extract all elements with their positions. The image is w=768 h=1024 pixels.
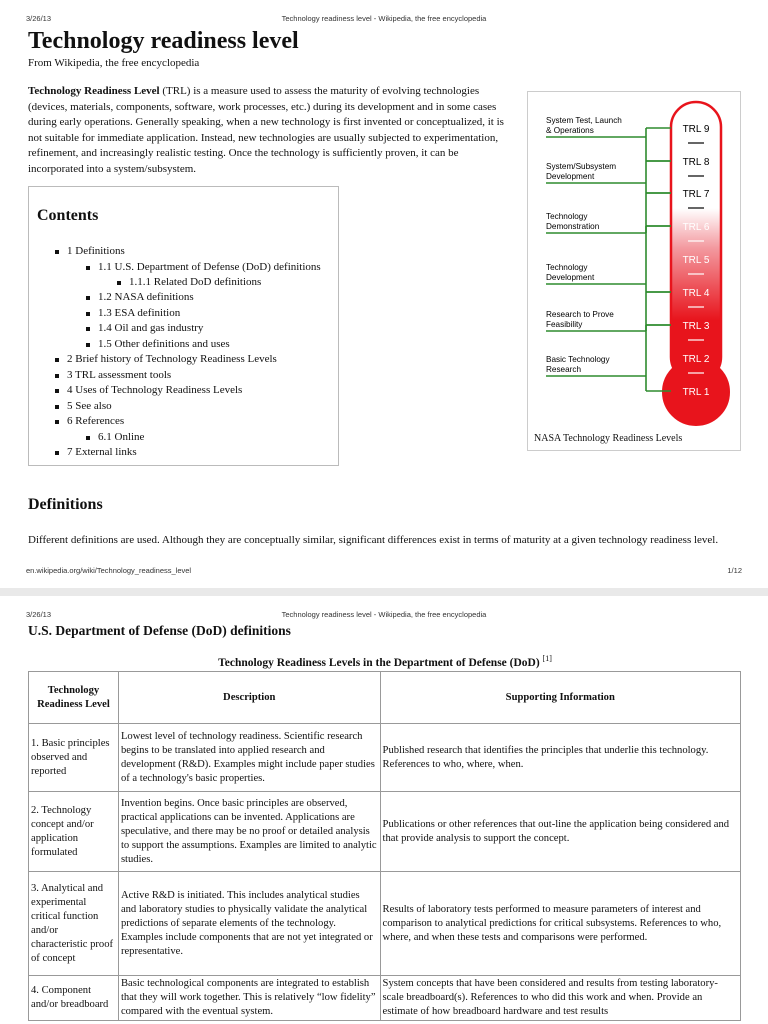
print-title: Technology readiness level - Wikipedia, the free encyclopedia (281, 610, 487, 619)
table-row (29, 724, 741, 792)
print-date: 3/26/13 (26, 14, 52, 23)
level-cell: 1. Basic principles observed and reported (29, 724, 119, 792)
toc-heading: Contents (37, 207, 99, 224)
citation-link[interactable]: [1] (542, 654, 552, 663)
toc-item[interactable]: 1.2 NASA definitions (98, 291, 194, 303)
trl-group-label: Demonstration (546, 222, 600, 231)
source-line: From Wikipedia, the free encyclopedia (28, 57, 200, 69)
table-caption: Technology Readiness Levels in the Department of Defense (DoD) [1] (218, 654, 552, 669)
trl-group-label: System/Subsystem (546, 162, 617, 171)
table-row (29, 976, 741, 1021)
toc-item[interactable]: 3 TRL assessment tools (67, 369, 172, 381)
trl-group-label: Development (546, 273, 595, 282)
column-header: Technology Readiness Level (29, 672, 119, 724)
print-date: 3/26/13 (26, 610, 52, 619)
trl-level-label: TRL 4 (682, 288, 710, 299)
trl-level-label: TRL 7 (682, 189, 710, 200)
trl-level-label: TRL 5 (682, 255, 710, 266)
trl-level-label: TRL 2 (682, 354, 710, 365)
description-cell: Active R&D is initiated. This includes analytical studies and laboratory studies to physically validate the analytical predictions of separate elements of the technology. Examples include components that are not yet integrated or representative. (118, 872, 380, 976)
page-number: 1/12 (727, 566, 742, 575)
trl-group-label: Feasibility (546, 320, 583, 329)
trl-level-label: TRL 9 (682, 124, 710, 135)
definitions-heading: Definitions (28, 496, 103, 513)
toc-item[interactable]: 6 References (67, 415, 125, 427)
page-header (26, 14, 742, 26)
toc-item[interactable]: 4 Uses of Technology Readiness Levels (67, 384, 243, 396)
trl-thermometer-figure (527, 91, 741, 451)
table-row (29, 872, 741, 976)
level-cell: 2. Technology concept and/or application formulated (29, 792, 119, 872)
toc-item[interactable]: 2 Brief history of Technology Readiness Levels (67, 353, 277, 365)
print-url: en.wikipedia.org/wiki/Technology_readiness_level (26, 566, 192, 575)
trl-group-label: Development (546, 172, 595, 181)
toc-item[interactable]: 1.5 Other definitions and uses (98, 338, 230, 350)
supporting-info-cell: System concepts that have been considered and results from testing laboratory-scale breadboard(s). References to who did this work and when. Provide an estimate of how breadboard hardware and test results (380, 976, 740, 1021)
trl-thermometer-diagram (528, 92, 742, 432)
trl-level-label: TRL 6 (682, 222, 710, 233)
level-cell: 4. Component and/or breadboard (29, 976, 119, 1021)
toc-item[interactable]: 1 Definitions (67, 245, 125, 257)
print-title: Technology readiness level - Wikipedia, the free encyclopedia (281, 14, 487, 23)
supporting-info-cell: Published research that identifies the principles that underlie this technology. References to who, where, when. (380, 724, 740, 792)
intro-term: Technology Readiness Level (28, 85, 160, 97)
description-cell: Invention begins. Once basic principles are observed, practical applications can be invented. Applications are speculative, and there may be no proof or detailed analysis to support the assumptions. Examples are limited to analytic studies. (118, 792, 380, 872)
column-header: Supporting Information (380, 672, 740, 724)
trl-level-label: TRL 1 (682, 387, 710, 398)
supporting-info-cell: Publications or other references that out-line the application being considered and that provide analysis to support the concept. (380, 792, 740, 872)
supporting-info-cell: Results of laboratory tests performed to measure parameters of interest and comparison to analytical predictions for critical subsystems. References to who, where, and when these tests and comparisons were performed. (380, 872, 740, 976)
trl-group-label: Technology (546, 212, 588, 221)
toc-item[interactable]: 1.4 Oil and gas industry (98, 322, 204, 334)
definitions-paragraph: Different definitions are used. Although they are conceptually similar, significant differences exist in terms of maturity at a given technology readiness level. (28, 534, 719, 546)
page-title: Technology readiness level (28, 28, 299, 54)
level-cell: 3. Analytical and experimental critical function and/or characteristic proof of concept (29, 872, 119, 976)
trl-group-label: Basic Technology (546, 355, 610, 364)
toc-item[interactable]: 1.3 ESA definition (98, 307, 181, 319)
description-cell: Basic technological components are integrated to establish that they will work together. This is relatively “low fidelity” compared with the eventual system. (118, 976, 380, 1021)
toc-item[interactable]: 1.1.1 Related DoD definitions (129, 276, 262, 288)
figure-caption: NASA Technology Readiness Levels (534, 433, 683, 444)
section-heading: U.S. Department of Defense (DoD) definitions (28, 623, 291, 638)
trl-group-label: Research (546, 365, 582, 374)
table-header-row (29, 672, 741, 724)
trl-group-label: Technology (546, 263, 588, 272)
pdf-page-2 (0, 596, 768, 1024)
trl-level-label: TRL 8 (682, 157, 710, 168)
toc-item[interactable]: 6.1 Online (98, 431, 145, 443)
page-header (26, 610, 742, 622)
column-header: Description (118, 672, 380, 724)
intro-text: (TRL) is a measure used to assess the maturity of evolving technologies (devices, materials, components, software, work processes, etc.) during its development and in some cases during early operations. Generally speaking, when a new technology is first invented or conceptualized, it is not suitable for immediate application. Instead, new technologies are usually subjected to experimentation, refinement, and increasingly realistic testing. Once the technology is sufficiently proven, it can be incorporated into a system/subsystem. (28, 85, 504, 175)
toc-item[interactable]: 7 External links (67, 446, 137, 458)
toc-item[interactable]: 5 See also (67, 400, 112, 412)
trl-group-label: System Test, Launch (546, 116, 622, 125)
trl-group-label: & Operations (546, 126, 594, 135)
table-of-contents (28, 186, 339, 466)
description-cell: Lowest level of technology readiness. Scientific research begins to be translated into applied research and development (R&D). Examples might include paper studies of a technology's basic properties. (118, 724, 380, 792)
intro-paragraph (28, 84, 506, 178)
toc-item[interactable]: 1.1 U.S. Department of Defense (DoD) definitions (98, 261, 321, 273)
trl-group-label: Research to Prove (546, 310, 614, 319)
table-row (29, 792, 741, 872)
dod-trl-table (28, 671, 741, 1021)
page-footer (26, 566, 742, 578)
trl-level-label: TRL 3 (682, 321, 710, 332)
